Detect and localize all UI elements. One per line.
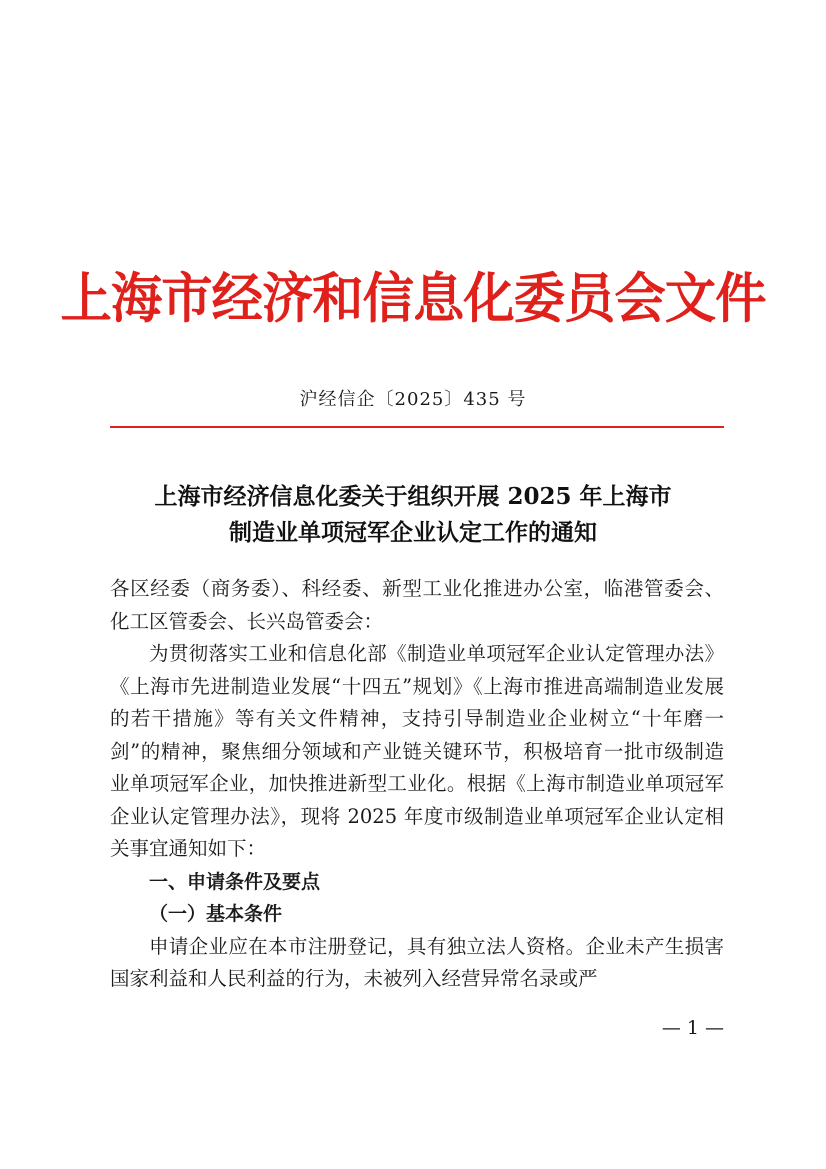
- addressees: 各区经委（商务委）、科经委、新型工业化推进办公室，临港管委会、化工区管委会、长兴岛管委会：: [110, 577, 724, 633]
- notice-title-line-2: 制造业单项冠军企业认定工作的通知: [229, 519, 597, 546]
- notice-title: [0, 479, 826, 551]
- basic-conditions-paragraph: 申请企业应在本市注册登记，具有独立法人资格。企业未产生损害国家利益和人民利益的行为，未被列入经营异常名录或严: [110, 934, 724, 990]
- notice-title-line-1: 上海市经济信息化委关于组织开展 2025 年上海市: [154, 483, 672, 510]
- page-number: — 1 —: [661, 1017, 724, 1039]
- red-divider: [110, 426, 724, 428]
- issuer-title: 上海市经济和信息化委员会文件: [60, 266, 766, 330]
- section-heading-1: 一、申请条件及要点: [149, 870, 321, 893]
- subsection-heading-1: （一）基本条件: [149, 903, 283, 925]
- notice-body: [110, 573, 724, 996]
- intro-paragraph: 为贯彻落实工业和信息化部《制造业单项冠军企业认定管理办法》《上海市先进制造业发展“十四五”规划》《上海市推进高端制造业发展的若干措施》等有关文件精神，支持引导制造业企业树立“十年磨一剑”的精神，聚焦细分领域和产业链关键环节，积极培育一批市级制造业单项冠军企业，加快推进新型工业化。根据《上海市制造业单项冠军企业认定管理办法》，现将 2025 年度市级制造业单项冠军企业认定相关事宜通知如下：: [110, 642, 724, 860]
- document-number: 沪经信企〔2025〕435 号: [299, 389, 527, 410]
